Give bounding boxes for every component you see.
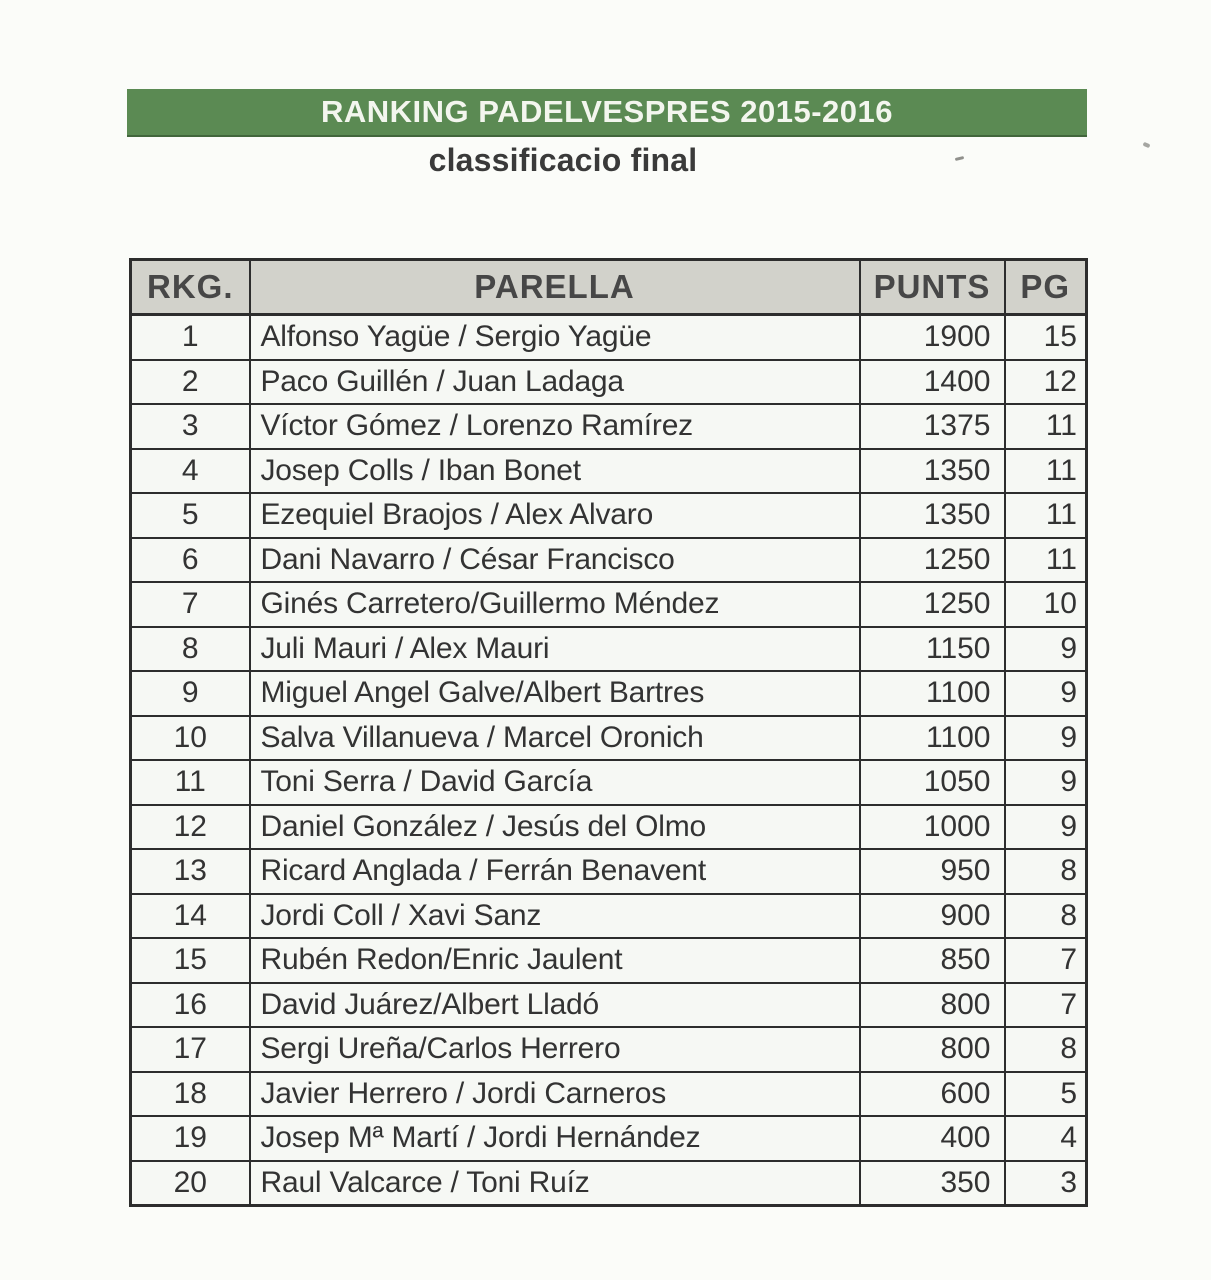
scan-artifact: [1142, 142, 1150, 149]
table-row: [131, 627, 1087, 672]
punts-cell: 1375: [860, 404, 1005, 449]
punts-cell: 1250: [860, 582, 1005, 627]
punts-cell: 600: [860, 1072, 1005, 1117]
punts-cell: 1900: [860, 315, 1005, 360]
punts-cell: 1250: [860, 538, 1005, 583]
table-row: [131, 671, 1087, 716]
table-row: [131, 538, 1087, 583]
rkg-cell: 1: [131, 315, 250, 360]
rkg-cell: 2: [131, 360, 250, 405]
pg-cell: 15: [1005, 315, 1087, 360]
table-row: [131, 1072, 1087, 1117]
punts-cell: 1000: [860, 805, 1005, 850]
pg-cell: 11: [1005, 493, 1087, 538]
column-header-pg: PG: [1005, 260, 1087, 315]
parella-cell: Ginés Carretero/Guillermo Méndez: [250, 582, 860, 627]
table-row: [131, 938, 1087, 983]
punts-cell: 1350: [860, 493, 1005, 538]
parella-cell: Javier Herrero / Jordi Carneros: [250, 1072, 860, 1117]
rkg-cell: 14: [131, 894, 250, 939]
table-row: [131, 404, 1087, 449]
rkg-cell: 13: [131, 849, 250, 894]
pg-cell: 9: [1005, 671, 1087, 716]
pg-cell: 9: [1005, 627, 1087, 672]
pg-cell: 7: [1005, 983, 1087, 1028]
parella-cell: Alfonso Yagüe / Sergio Yagüe: [250, 315, 860, 360]
rkg-cell: 11: [131, 760, 250, 805]
rkg-cell: 15: [131, 938, 250, 983]
punts-cell: 850: [860, 938, 1005, 983]
punts-cell: 350: [860, 1161, 1005, 1206]
banner-title: RANKING PADELVESPRES 2015-2016: [320, 94, 894, 129]
punts-cell: 1150: [860, 627, 1005, 672]
punts-cell: 1100: [860, 671, 1005, 716]
parella-cell: Ezequiel Braojos / Alex Alvaro: [250, 493, 860, 538]
parella-cell: Josep Colls / Iban Bonet: [250, 449, 860, 494]
parella-cell: Sergi Ureña/Carlos Herrero: [250, 1027, 860, 1072]
pg-cell: 8: [1005, 849, 1087, 894]
rkg-cell: 4: [131, 449, 250, 494]
rkg-cell: 10: [131, 716, 250, 761]
table-row: [131, 716, 1087, 761]
parella-cell: Dani Navarro / César Francisco: [250, 538, 860, 583]
punts-cell: 800: [860, 1027, 1005, 1072]
punts-cell: 1350: [860, 449, 1005, 494]
parella-cell: Juli Mauri / Alex Mauri: [250, 627, 860, 672]
pg-cell: 11: [1005, 538, 1087, 583]
table-row: [131, 360, 1087, 405]
parella-cell: Rubén Redon/Enric Jaulent: [250, 938, 860, 983]
parella-cell: Jordi Coll / Xavi Sanz: [250, 894, 860, 939]
rkg-cell: 3: [131, 404, 250, 449]
parella-cell: Raul Valcarce / Toni Ruíz: [250, 1161, 860, 1206]
punts-cell: 1400: [860, 360, 1005, 405]
parella-cell: Víctor Gómez / Lorenzo Ramírez: [250, 404, 860, 449]
table-row: [131, 894, 1087, 939]
pg-cell: 9: [1005, 805, 1087, 850]
rkg-cell: 5: [131, 493, 250, 538]
pg-cell: 3: [1005, 1161, 1087, 1206]
pg-cell: 11: [1005, 404, 1087, 449]
punts-cell: 1100: [860, 716, 1005, 761]
rkg-cell: 7: [131, 582, 250, 627]
pg-cell: 12: [1005, 360, 1087, 405]
parella-cell: Miguel Angel Galve/Albert Bartres: [250, 671, 860, 716]
parella-cell: Ricard Anglada / Ferrán Benavent: [250, 849, 860, 894]
column-header-parella: PARELLA: [250, 260, 860, 315]
pg-cell: 8: [1005, 894, 1087, 939]
rkg-cell: 19: [131, 1116, 250, 1161]
table-row: [131, 1161, 1087, 1206]
punts-cell: 400: [860, 1116, 1005, 1161]
pg-cell: 4: [1005, 1116, 1087, 1161]
punts-cell: 800: [860, 983, 1005, 1028]
table-header-row: [131, 260, 1087, 315]
rkg-cell: 16: [131, 983, 250, 1028]
pg-cell: 9: [1005, 760, 1087, 805]
rkg-cell: 6: [131, 538, 250, 583]
title-banner: [127, 89, 1087, 137]
table-body: [131, 315, 1087, 1206]
rkg-cell: 18: [131, 1072, 250, 1117]
column-header-punts: PUNTS: [860, 260, 1005, 315]
pg-cell: 10: [1005, 582, 1087, 627]
punts-cell: 900: [860, 894, 1005, 939]
table-row: [131, 582, 1087, 627]
parella-cell: David Juárez/Albert Lladó: [250, 983, 860, 1028]
rkg-cell: 12: [131, 805, 250, 850]
rkg-cell: 17: [131, 1027, 250, 1072]
pg-cell: 7: [1005, 938, 1087, 983]
rkg-cell: 9: [131, 671, 250, 716]
parella-cell: Daniel González / Jesús del Olmo: [250, 805, 860, 850]
table-row: [131, 805, 1087, 850]
punts-cell: 950: [860, 849, 1005, 894]
column-header-rkg: RKG.: [131, 260, 250, 315]
table-row: [131, 315, 1087, 360]
punts-cell: 1050: [860, 760, 1005, 805]
table-row: [131, 493, 1087, 538]
table-row: [131, 1116, 1087, 1161]
parella-cell: Salva Villanueva / Marcel Oronich: [250, 716, 860, 761]
table-row: [131, 449, 1087, 494]
parella-cell: Josep Mª Martí / Jordi Hernández: [250, 1116, 860, 1161]
table-row: [131, 760, 1087, 805]
pg-cell: 8: [1005, 1027, 1087, 1072]
ranking-table: [129, 258, 1088, 1207]
table-row: [131, 1027, 1087, 1072]
rkg-cell: 8: [131, 627, 250, 672]
table-row: [131, 983, 1087, 1028]
parella-cell: Paco Guillén / Juan Ladaga: [250, 360, 860, 405]
subtitle: classificacio final: [428, 142, 698, 178]
parella-cell: Toni Serra / David García: [250, 760, 860, 805]
rkg-cell: 20: [131, 1161, 250, 1206]
pg-cell: 11: [1005, 449, 1087, 494]
pg-cell: 5: [1005, 1072, 1087, 1117]
pg-cell: 9: [1005, 716, 1087, 761]
table-row: [131, 849, 1087, 894]
